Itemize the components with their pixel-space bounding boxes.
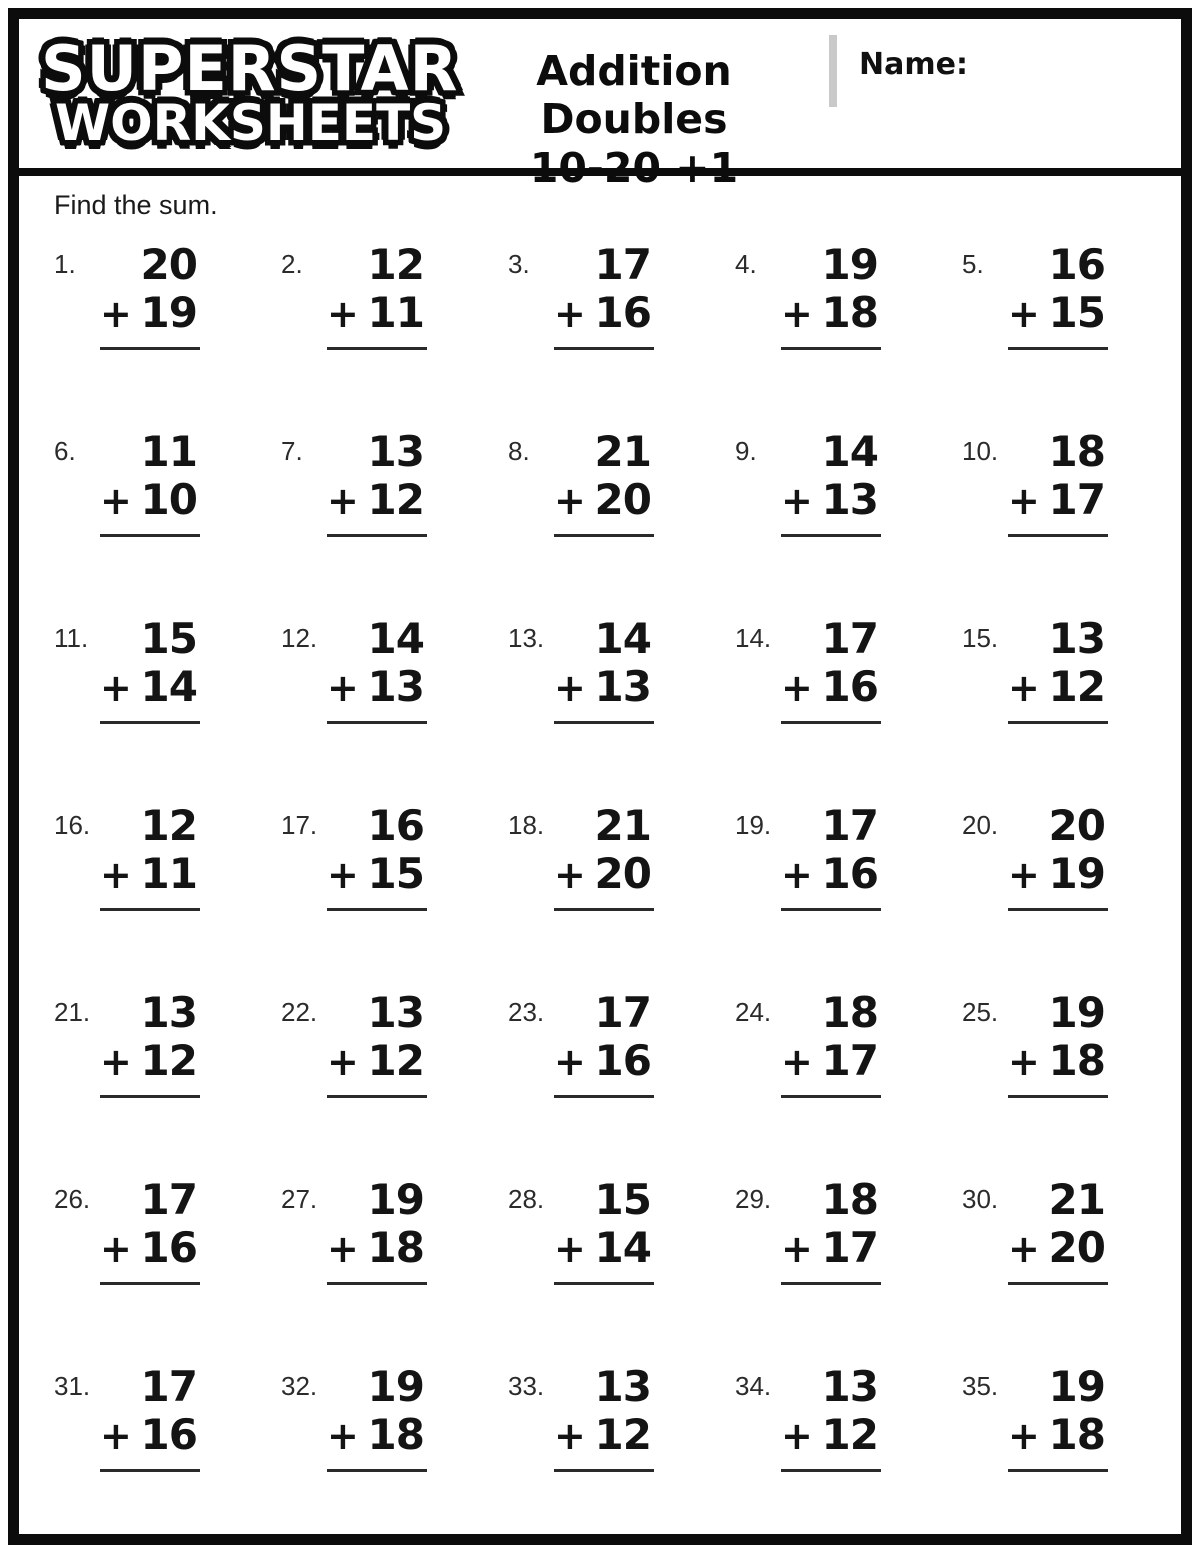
problem-10	[962, 416, 1189, 603]
problem-11	[54, 603, 281, 790]
addend-bottom: 16	[140, 1410, 197, 1460]
problem-number: 16.	[54, 810, 91, 840]
problem-expression	[781, 801, 881, 959]
plus-icon: +	[781, 853, 812, 898]
plus-icon: +	[554, 292, 585, 337]
addend-bottom: 18	[1048, 1410, 1105, 1460]
answer-area[interactable]	[781, 1098, 881, 1146]
answer-area[interactable]	[1008, 537, 1108, 585]
problem-number: 17.	[281, 810, 318, 840]
problem-expression	[1008, 1362, 1108, 1520]
plus-icon: +	[554, 853, 585, 898]
problem-number: 2.	[281, 249, 303, 279]
addend-bottom: 16	[821, 662, 878, 712]
addend-top: 20	[1048, 801, 1105, 850]
addend-bottom: 16	[594, 288, 651, 338]
instruction-text: Find the sum.	[54, 190, 218, 220]
addend-bottom: 12	[594, 1410, 651, 1460]
problem-18	[508, 790, 735, 977]
problem-15	[962, 603, 1189, 790]
plus-icon: +	[327, 853, 358, 898]
plus-icon: +	[554, 1227, 585, 1272]
problem-expression	[1008, 427, 1108, 585]
addend-bottom: 19	[140, 288, 197, 338]
plus-icon: +	[1008, 1040, 1039, 1085]
problem-expression	[327, 1362, 427, 1520]
name-area	[829, 19, 1181, 168]
plus-icon: +	[1008, 1414, 1039, 1459]
problem-expression	[554, 427, 654, 585]
problem-number: 30.	[962, 1184, 999, 1214]
problem-number: 21.	[54, 997, 91, 1027]
addend-top: 15	[594, 1175, 651, 1224]
answer-area[interactable]	[100, 724, 200, 772]
problem-6	[54, 416, 281, 603]
answer-area[interactable]	[554, 1098, 654, 1146]
addend-top: 21	[1048, 1175, 1105, 1224]
answer-area[interactable]	[100, 1285, 200, 1333]
problem-number: 32.	[281, 1371, 318, 1401]
addend-top: 17	[821, 614, 878, 663]
answer-area[interactable]	[1008, 350, 1108, 398]
problem-34	[735, 1351, 962, 1538]
problem-number: 13.	[508, 623, 545, 653]
problem-expression	[781, 988, 881, 1146]
answer-area[interactable]	[1008, 1098, 1108, 1146]
plus-icon: +	[554, 666, 585, 711]
problem-5	[962, 229, 1189, 416]
addend-bottom: 14	[140, 662, 197, 712]
addend-top: 17	[140, 1175, 197, 1224]
addend-top: 13	[1048, 614, 1105, 663]
addend-top: 13	[594, 1362, 651, 1411]
problem-21	[54, 977, 281, 1164]
addend-bottom: 10	[140, 475, 197, 525]
answer-area[interactable]	[781, 911, 881, 959]
answer-area[interactable]	[100, 1098, 200, 1146]
answer-area[interactable]	[554, 1472, 654, 1520]
addend-bottom: 11	[140, 849, 197, 899]
problem-number: 7.	[281, 436, 303, 466]
answer-area[interactable]	[100, 1472, 200, 1520]
answer-area[interactable]	[327, 350, 427, 398]
addend-top: 12	[367, 240, 424, 289]
problem-30	[962, 1164, 1189, 1351]
addend-bottom: 12	[1048, 662, 1105, 712]
problem-24	[735, 977, 962, 1164]
addend-bottom: 15	[367, 849, 424, 899]
problem-number: 34.	[735, 1371, 772, 1401]
addend-top: 18	[821, 988, 878, 1037]
answer-area[interactable]	[327, 724, 427, 772]
problem-number: 31.	[54, 1371, 91, 1401]
addend-bottom: 12	[140, 1036, 197, 1086]
problem-number: 18.	[508, 810, 545, 840]
problem-number: 4.	[735, 249, 757, 279]
plus-icon: +	[1008, 292, 1039, 337]
addend-bottom: 18	[367, 1410, 424, 1460]
problem-31	[54, 1351, 281, 1538]
addend-bottom: 11	[367, 288, 424, 338]
problem-number: 14.	[735, 623, 772, 653]
addend-top: 14	[821, 427, 878, 476]
worksheet-title	[439, 19, 829, 192]
addend-bottom: 18	[1048, 1036, 1105, 1086]
answer-area[interactable]	[781, 1285, 881, 1333]
answer-area[interactable]	[327, 1472, 427, 1520]
addend-bottom: 19	[1048, 849, 1105, 899]
problem-expression	[100, 1362, 200, 1520]
answer-area[interactable]	[100, 350, 200, 398]
title-line-2: 10-20 +1	[529, 143, 739, 192]
problem-number: 23.	[508, 997, 545, 1027]
addend-bottom: 13	[594, 662, 651, 712]
problem-expression	[327, 801, 427, 959]
addend-bottom: 17	[1048, 475, 1105, 525]
plus-icon: +	[1008, 666, 1039, 711]
addend-top: 21	[594, 801, 651, 850]
addend-top: 11	[140, 427, 197, 476]
problem-expression	[1008, 801, 1108, 959]
answer-area[interactable]	[554, 911, 654, 959]
problem-expression	[100, 427, 200, 585]
problem-number: 27.	[281, 1184, 318, 1214]
plus-icon: +	[327, 292, 358, 337]
addend-bottom: 17	[821, 1036, 878, 1086]
problem-expression	[1008, 988, 1108, 1146]
problem-23	[508, 977, 735, 1164]
problem-expression	[100, 240, 200, 398]
problem-14	[735, 603, 962, 790]
plus-icon: +	[327, 479, 358, 524]
problem-expression	[1008, 240, 1108, 398]
addend-bottom: 15	[1048, 288, 1105, 338]
problem-number: 8.	[508, 436, 530, 466]
problem-number: 35.	[962, 1371, 999, 1401]
problem-number: 22.	[281, 997, 318, 1027]
problem-number: 5.	[962, 249, 984, 279]
addend-top: 18	[821, 1175, 878, 1224]
addend-bottom: 18	[821, 288, 878, 338]
problem-2	[281, 229, 508, 416]
problem-number: 11.	[54, 623, 89, 653]
addend-top: 19	[367, 1175, 424, 1224]
problem-expression	[554, 988, 654, 1146]
addend-top: 15	[140, 614, 197, 663]
logo-line-worksheets: WORKSHEETS	[55, 93, 447, 152]
problems-grid	[54, 229, 1181, 1538]
logo-line-superstar: SUPERSTAR	[41, 32, 459, 105]
answer-area[interactable]	[327, 1285, 427, 1333]
problem-20	[962, 790, 1189, 977]
plus-icon: +	[554, 479, 585, 524]
problem-number: 26.	[54, 1184, 91, 1214]
problem-number: 9.	[735, 436, 757, 466]
answer-area[interactable]	[554, 350, 654, 398]
problem-26	[54, 1164, 281, 1351]
problem-17	[281, 790, 508, 977]
name-input-area[interactable]	[968, 45, 1181, 99]
addend-top: 16	[367, 801, 424, 850]
problem-expression	[327, 240, 427, 398]
problem-number: 29.	[735, 1184, 772, 1214]
problem-expression	[554, 1362, 654, 1520]
plus-icon: +	[100, 666, 131, 711]
problem-expression	[781, 614, 881, 772]
answer-area[interactable]	[327, 537, 427, 585]
problem-expression	[327, 614, 427, 772]
answer-area[interactable]	[781, 724, 881, 772]
plus-icon: +	[100, 1414, 131, 1459]
answer-area[interactable]	[781, 1472, 881, 1520]
addend-bottom: 13	[821, 475, 878, 525]
superstar-worksheets-logo	[19, 19, 459, 168]
problem-expression	[781, 427, 881, 585]
addend-top: 17	[821, 801, 878, 850]
addend-top: 13	[821, 1362, 878, 1411]
problem-number: 33.	[508, 1371, 545, 1401]
problem-expression	[554, 240, 654, 398]
problem-number: 1.	[54, 249, 76, 279]
problem-expression	[554, 1175, 654, 1333]
problem-expression	[554, 801, 654, 959]
problem-22	[281, 977, 508, 1164]
addend-top: 19	[821, 240, 878, 289]
plus-icon: +	[781, 666, 812, 711]
addend-top: 12	[140, 801, 197, 850]
addend-top: 14	[367, 614, 424, 663]
addend-bottom: 12	[367, 475, 424, 525]
plus-icon: +	[327, 1414, 358, 1459]
plus-icon: +	[327, 1040, 358, 1085]
problem-expression	[100, 988, 200, 1146]
problem-13	[508, 603, 735, 790]
addend-bottom: 12	[367, 1036, 424, 1086]
problem-expression	[327, 988, 427, 1146]
name-divider	[829, 35, 837, 107]
addend-bottom: 16	[140, 1223, 197, 1273]
problem-expression	[100, 614, 200, 772]
problem-33	[508, 1351, 735, 1538]
problem-3	[508, 229, 735, 416]
addend-top: 13	[367, 988, 424, 1037]
plus-icon: +	[1008, 853, 1039, 898]
problem-expression	[1008, 1175, 1108, 1333]
plus-icon: +	[781, 1040, 812, 1085]
addend-top: 21	[594, 427, 651, 476]
addend-top: 19	[1048, 988, 1105, 1037]
plus-icon: +	[554, 1414, 585, 1459]
addend-bottom: 16	[821, 849, 878, 899]
plus-icon: +	[1008, 479, 1039, 524]
addend-top: 20	[140, 240, 197, 289]
worksheet-header	[19, 19, 1181, 192]
problem-expression	[781, 1362, 881, 1520]
answer-area[interactable]	[781, 350, 881, 398]
worksheet-page	[8, 8, 1192, 1545]
plus-icon: +	[554, 1040, 585, 1085]
answer-area[interactable]	[100, 537, 200, 585]
problem-expression	[781, 1175, 881, 1333]
addend-top: 16	[1048, 240, 1105, 289]
problem-number: 15.	[962, 623, 999, 653]
addend-top: 13	[140, 988, 197, 1037]
problem-number: 19.	[735, 810, 772, 840]
addend-bottom: 16	[594, 1036, 651, 1086]
addend-bottom: 14	[594, 1223, 651, 1273]
addend-bottom: 13	[367, 662, 424, 712]
plus-icon: +	[100, 853, 131, 898]
problem-7	[281, 416, 508, 603]
problem-expression	[327, 427, 427, 585]
plus-icon: +	[781, 1227, 812, 1272]
title-line-1: Addition Doubles	[536, 47, 732, 144]
problem-8	[508, 416, 735, 603]
answer-area[interactable]	[554, 537, 654, 585]
plus-icon: +	[100, 1040, 131, 1085]
plus-icon: +	[781, 292, 812, 337]
plus-icon: +	[100, 479, 131, 524]
answer-area[interactable]	[781, 537, 881, 585]
problem-32	[281, 1351, 508, 1538]
plus-icon: +	[327, 666, 358, 711]
problem-1	[54, 229, 281, 416]
answer-area[interactable]	[1008, 911, 1108, 959]
addend-bottom: 12	[821, 1410, 878, 1460]
problem-number: 24.	[735, 997, 772, 1027]
problem-16	[54, 790, 281, 977]
problem-number: 28.	[508, 1184, 545, 1214]
problem-number: 6.	[54, 436, 76, 466]
addend-bottom: 20	[594, 475, 651, 525]
problem-27	[281, 1164, 508, 1351]
problem-number: 3.	[508, 249, 530, 279]
problem-number: 10.	[962, 436, 999, 466]
addend-top: 19	[1048, 1362, 1105, 1411]
addend-top: 17	[594, 988, 651, 1037]
problem-28	[508, 1164, 735, 1351]
plus-icon: +	[1008, 1227, 1039, 1272]
problem-19	[735, 790, 962, 977]
problem-expression	[100, 1175, 200, 1333]
answer-area[interactable]	[554, 724, 654, 772]
problem-expression	[327, 1175, 427, 1333]
answer-area[interactable]	[100, 911, 200, 959]
addend-bottom: 20	[594, 849, 651, 899]
answer-area[interactable]	[327, 1098, 427, 1146]
problem-12	[281, 603, 508, 790]
addend-top: 18	[1048, 427, 1105, 476]
plus-icon: +	[327, 1227, 358, 1272]
answer-area[interactable]	[554, 1285, 654, 1333]
problem-expression	[781, 240, 881, 398]
addend-bottom: 20	[1048, 1223, 1105, 1273]
plus-icon: +	[100, 292, 131, 337]
problem-4	[735, 229, 962, 416]
problem-29	[735, 1164, 962, 1351]
addend-top: 13	[367, 427, 424, 476]
problem-35	[962, 1351, 1189, 1538]
problem-expression	[1008, 614, 1108, 772]
answer-area[interactable]	[327, 911, 427, 959]
plus-icon: +	[100, 1227, 131, 1272]
plus-icon: +	[781, 1414, 812, 1459]
problem-25	[962, 977, 1189, 1164]
worksheet-body	[19, 176, 1181, 1538]
problem-number: 25.	[962, 997, 999, 1027]
answer-area[interactable]	[1008, 1285, 1108, 1333]
problem-number: 20.	[962, 810, 999, 840]
addend-bottom: 18	[367, 1223, 424, 1273]
addend-bottom: 17	[821, 1223, 878, 1273]
plus-icon: +	[781, 479, 812, 524]
addend-top: 17	[594, 240, 651, 289]
problem-number: 12.	[281, 623, 318, 653]
addend-top: 19	[367, 1362, 424, 1411]
answer-area[interactable]	[1008, 724, 1108, 772]
problem-expression	[100, 801, 200, 959]
problem-9	[735, 416, 962, 603]
answer-area[interactable]	[1008, 1472, 1108, 1520]
name-label: Name:	[859, 47, 968, 82]
addend-top: 14	[594, 614, 651, 663]
addend-top: 17	[140, 1362, 197, 1411]
problem-expression	[554, 614, 654, 772]
